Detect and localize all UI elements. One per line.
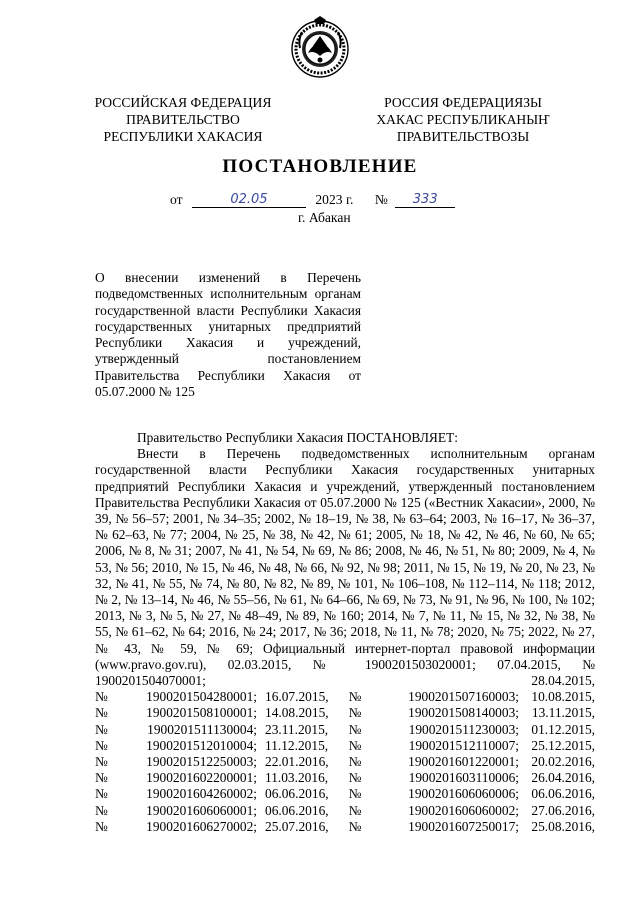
- row-number-sign: №: [95, 754, 108, 770]
- row-registration-number-2: 1900201606060002;: [408, 802, 519, 818]
- row-number-sign-2: №: [348, 818, 362, 834]
- subject-block: [95, 270, 361, 400]
- row-registration-number: 1900201606060001;: [146, 802, 257, 818]
- subject-text: О внесении изменений в Перечень подведомственных исполнительным органам государственной власти Республики Хакасия государственных унитарных предприятий Республики Хакасия и учреждений, утвержденный постановлением Правительства Республики Хакасия от 05.07.2000 № 125: [95, 270, 361, 400]
- row-number-sign-2: №: [348, 786, 362, 802]
- row-registration-number-2: 1900201507160003;: [408, 689, 519, 705]
- table-row: [95, 689, 595, 705]
- row-date: 11.12.2015,: [265, 737, 329, 753]
- row-number-sign: №: [95, 818, 108, 834]
- header-left-line-3: РЕСПУБЛИКИ ХАКАСИЯ: [103, 129, 263, 144]
- number-label: №: [374, 192, 388, 207]
- row-registration-number: 1900201512010004;: [146, 737, 257, 753]
- row-number-sign-2: №: [348, 705, 362, 721]
- row-number-sign-2: №: [348, 721, 362, 737]
- header-right-line-1: РОССИЯ ФЕДЕРАЦИЯЗЫ: [384, 95, 542, 110]
- row-date-2: 10.08.2015,: [531, 689, 595, 705]
- table-row: [95, 819, 595, 835]
- row-date-2: 20.02.2016,: [531, 754, 595, 770]
- document-title: ПОСТАНОВЛЕНИЕ: [222, 156, 418, 177]
- row-registration-number: 1900201604260002;: [146, 786, 257, 802]
- row-registration-number-2: 1900201512110007;: [408, 737, 519, 753]
- row-date-2: 27.06.2016,: [531, 802, 595, 818]
- row-date-2: 25.12.2015,: [531, 737, 595, 753]
- row-date: 06.06.2016,: [265, 786, 329, 802]
- date-field: 02.05: [192, 192, 306, 208]
- row-registration-number: 1900201512250003;: [146, 754, 257, 770]
- row-date: 23.11.2015,: [265, 721, 329, 737]
- row-registration-number: 1900201508100001;: [146, 705, 257, 721]
- table-row: [95, 705, 595, 721]
- row-number-sign: №: [95, 737, 108, 753]
- header-right-line-3: ПРАВИТЕЛЬСТВОЗЫ: [396, 129, 530, 144]
- header-left: [70, 94, 296, 145]
- row-date: 06.06.2016,: [265, 802, 329, 818]
- row-date-2: 25.08.2016,: [531, 818, 595, 834]
- row-registration-number: 1900201606270002;: [146, 818, 257, 834]
- row-number-sign: №: [95, 705, 108, 721]
- row-number-sign: №: [95, 721, 108, 737]
- row-date-2: 13.11.2015,: [531, 705, 595, 721]
- row-registration-number-2: 1900201606060006;: [408, 786, 519, 802]
- from-label: от: [170, 192, 183, 207]
- row-date: 11.03.2016,: [265, 770, 329, 786]
- row-date-2: 06.06.2016,: [531, 786, 595, 802]
- row-date-2: 26.04.2016,: [531, 770, 595, 786]
- year-label: 2023 г.: [315, 192, 354, 207]
- row-registration-number: 1900201602200001;: [146, 770, 257, 786]
- row-date: 14.08.2015,: [265, 705, 329, 721]
- row-number-sign-2: №: [348, 689, 362, 705]
- row-number-sign-2: №: [348, 770, 362, 786]
- document-body: [95, 430, 595, 835]
- row-number-sign: №: [95, 770, 108, 786]
- row-number-sign-2: №: [348, 737, 362, 753]
- header-right: [350, 94, 576, 145]
- number-field: 333: [395, 192, 455, 208]
- resolution-lead: Правительство Республики Хакасия ПОСТАНОВЛЯЕТ:: [137, 430, 458, 445]
- city-label: г. Абакан: [298, 210, 351, 225]
- row-date-2: 01.12.2015,: [531, 721, 595, 737]
- table-row: [95, 754, 595, 770]
- date-line: [170, 192, 455, 208]
- coat-of-arms-icon: [288, 16, 352, 80]
- row-date: 25.07.2016,: [265, 818, 329, 834]
- row-date: 22.01.2016,: [265, 754, 329, 770]
- header-left-line-1: РОССИЙСКАЯ ФЕДЕРАЦИЯ: [94, 95, 272, 110]
- row-registration-number-2: 1900201508140003;: [408, 705, 519, 721]
- row-registration-number-2: 1900201511230003;: [408, 721, 519, 737]
- table-row: [95, 770, 595, 786]
- row-number-sign: №: [95, 689, 108, 705]
- row-number-sign: №: [95, 786, 108, 802]
- row-registration-number: 1900201504280001;: [146, 689, 257, 705]
- row-registration-number-2: 1900201601220001;: [408, 754, 519, 770]
- resolution-paragraph: Внести в Перечень подведомственных исполнительным органам государственной власти Республики Хакасия государственных унитарных предприятий Республики Хакасия и учреждений, утвержденный постановлением Правительства Республики Хакасия от 05.07.2000 № 125 («Вестник Хакасии», 2000, № 39, № 56–57; 2001, № 34–35; 2002, № 18–19, № 38, № 63–64; 2003, № 16–17, № 36–37, № 62–63, № 77; 2004, № 25, № 38, № 42, № 61; 2005, № 18, № 42, № 46, № 60, № 65; 2006, № 8, № 31; 2007, № 41, № 54, № 69, № 86; 2008, № 46, № 51, № 80; 2009, № 4, № 53, № 56; 2010, № 15, № 46, № 48, № 66, № 92, № 98; 2011, № 15, № 19, № 20, № 23, № 32, № 41, № 55, № 74, № 80, № 82, № 89, № 101, № 106–108, № 112–114, № 118; 2012, № 2, № 13–14, № 46, № 55–56, № 61, № 64–66, № 69, № 73, № 91, № 96, № 100, № 102; 2013, № 3, № 5, № 27, № 48–49, № 89, № 160; 2014, № 7, № 11, № 15, № 32, № 38, № 55, № 61–62, № 64; 2016, № 24; 2017, № 36; 2018, № 11, № 78; 2020, № 75; 2022, № 27, № 43, № 59, № 69; Официальный интернет-портал правовой информации (www.pravo.gov.ru), 02.03.2015, № 1900201503020001; 07.04.2015, № 1900201504070001; 28.04.2015,: [95, 446, 595, 689]
- row-number-sign-2: №: [348, 754, 362, 770]
- registration-table: [95, 689, 595, 835]
- row-registration-number-2: 1900201607250017;: [408, 818, 519, 834]
- header-left-line-2: ПРАВИТЕЛЬСТВО: [126, 112, 240, 127]
- row-registration-number: 1900201511130004;: [147, 721, 257, 737]
- header-right-line-2: ХАКАС РЕСПУБЛИКАНЫҤ: [376, 112, 550, 127]
- row-date: 16.07.2015,: [265, 689, 329, 705]
- row-number-sign-2: №: [348, 802, 362, 818]
- table-row: [95, 803, 595, 819]
- row-registration-number-2: 1900201603110006;: [408, 770, 519, 786]
- table-row: [95, 722, 595, 738]
- table-row: [95, 738, 595, 754]
- table-row: [95, 786, 595, 802]
- row-number-sign: №: [95, 802, 108, 818]
